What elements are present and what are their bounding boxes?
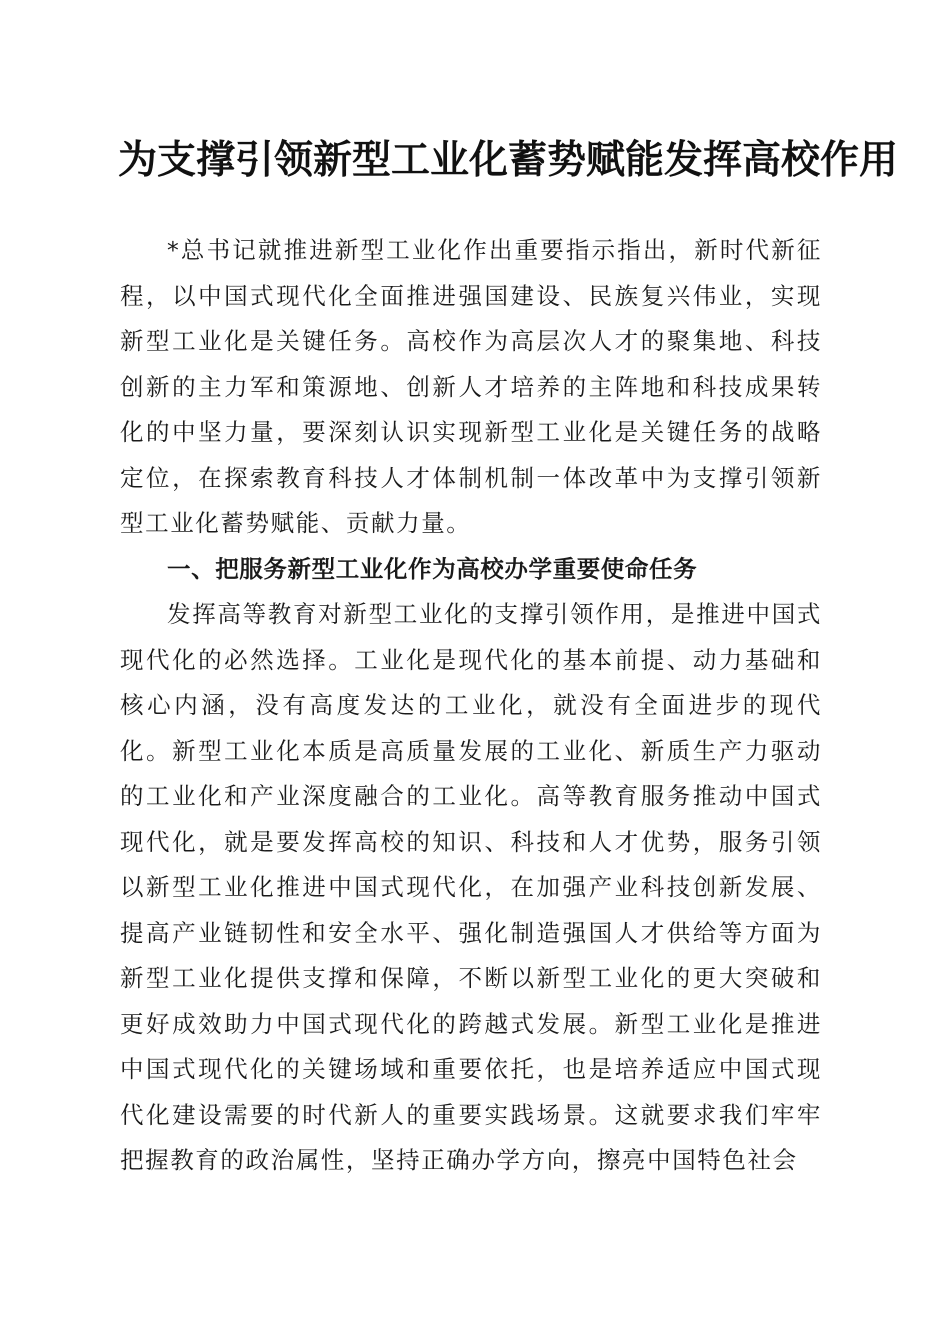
document-body xyxy=(120,228,822,1184)
section-1-paragraph: 发挥高等教育对新型工业化的支撑引领作用，是推进中国式现代化的必然选择。工业化是现代化的基本前提、动力基础和核心内涵，没有高度发达的工业化，就没有全面进步的现代化。新型工业化本质是高质量发展的工业化、新质生产力驱动的工业化和产业深度融合的工业化。高等教育服务推动中国式现代化，就是要发挥高校的知识、科技和人才优势，服务引领以新型工业化推进中国式现代化，在加强产业科技创新发展、提高产业链韧性和安全水平、强化制造强国人才供给等方面为新型工业化提供支撑和保障，不断以新型工业化的更大突破和更好成效助力中国式现代化的跨越式发展。新型工业化是推进中国式现代化的关键场域和重要依托，也是培养适应中国式现代化建设需要的时代新人的重要实践场景。这就要求我们牢牢把握教育的政治属性，坚持正确办学方向，擦亮中国特色社会 xyxy=(120,600,822,1174)
section-heading-1: 一、把服务新型工业化作为高校办学重要使命任务 xyxy=(167,555,698,582)
intro-paragraph: *总书记就推进新型工业化作出重要指示指出，新时代新征程，以中国式现代化全面推进强国建设、民族复兴伟业，实现新型工业化是关键任务。高校作为高层次人才的聚集地、科技创新的主力军和策源地、创新人才培养的主阵地和科技成果转化的中坚力量，要深刻认识实现新型工业化是关键任务的战略定位，在探索教育科技人才体制机制一体改革中为支撑引领新型工业化蓄势赋能、贡献力量。 xyxy=(120,236,822,537)
document-title: 为支撑引领新型工业化蓄势赋能发挥高校作用 xyxy=(118,137,899,183)
